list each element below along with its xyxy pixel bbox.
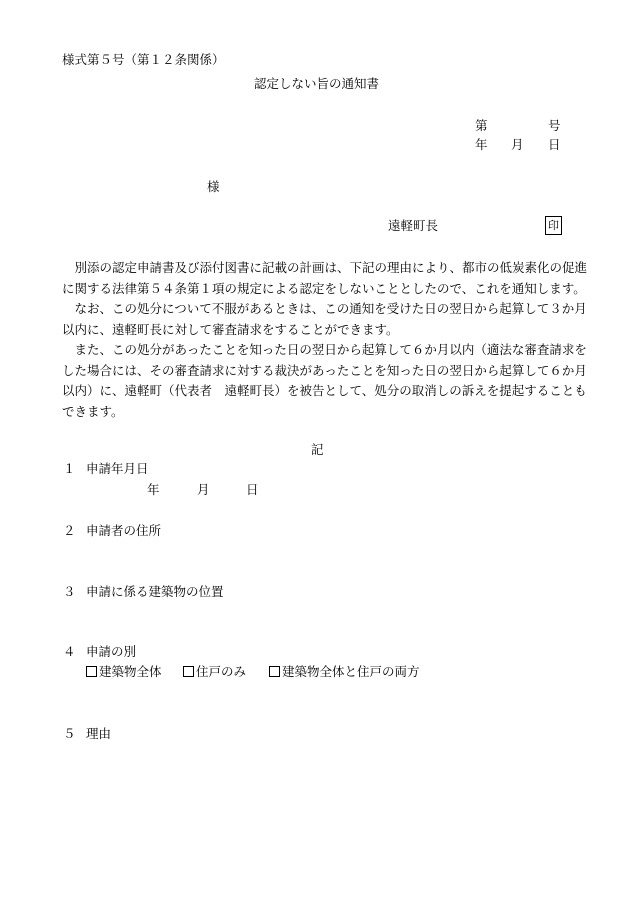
body-line: 以内）に、遠軽町（代表者 遠軽町長）を被告として、処分の取消しの訴えを提起することも <box>62 383 587 398</box>
date-day: 日 <box>548 137 561 152</box>
issuer-name: 遠軽町長 <box>388 218 439 233</box>
option-label: 建築物全体と住戸の両方 <box>282 664 420 679</box>
item-3-label: 申請に係る建築物の位置 <box>86 584 224 599</box>
doc-number-prefix: 第 <box>475 118 488 133</box>
checkbox-building-whole[interactable] <box>86 666 97 677</box>
doc-number-suffix: 号 <box>548 118 561 133</box>
option-label: 建築物全体 <box>99 664 162 679</box>
checkbox-both[interactable] <box>269 666 280 677</box>
body-line: に関する法律第５４条第１項の規定による認定をしないこととしたので、これを通知します。 <box>62 280 586 296</box>
document-title: 認定しない旨の通知書 <box>254 76 380 91</box>
body-paragraph-2 <box>62 299 587 340</box>
option-label: 住戸のみ <box>196 664 247 679</box>
body-line: なお、この処分について不服があるときは、この通知を受けた日の翌日から起算して３か月 <box>62 301 587 316</box>
checkbox-dwelling-only[interactable] <box>183 666 194 677</box>
body-line: また、この処分があったことを知った日の翌日から起算して６か月以内（適法な審査請求を <box>62 342 587 357</box>
date-year: 年 <box>475 137 488 152</box>
form-number: 様式第５号（第１２条関係） <box>62 52 225 67</box>
body-paragraph-1 <box>62 258 588 299</box>
item-5-number: ５ <box>63 726 76 741</box>
body-line: できます。 <box>62 403 124 419</box>
seal-stamp: 印 <box>545 216 562 235</box>
item-1-day: 日 <box>246 482 259 497</box>
date-month: 月 <box>511 137 524 152</box>
item-3-number: ３ <box>63 584 76 599</box>
item-1-year: 年 <box>147 482 160 497</box>
item-4-number: ４ <box>63 644 76 659</box>
body-line: 以内に、遠軽町長に対して審査請求をすることができます。 <box>62 321 399 337</box>
option-both[interactable] <box>269 664 420 680</box>
item-1-label: 申請年月日 <box>86 461 149 476</box>
ki-heading: 記 <box>311 442 324 457</box>
body-line: 別添の認定申請書及び添付図書に記載の計画は、下記の理由により、都市の低炭素化の促進 <box>62 260 588 275</box>
item-1-month: 月 <box>197 482 210 497</box>
item-2-number: ２ <box>63 523 76 538</box>
body-line: した場合には、その審査請求に対する裁決があったことを知った日の翌日から起算して６か月 <box>62 362 587 378</box>
item-1-number: １ <box>63 461 76 476</box>
body-paragraph-3 <box>62 340 587 422</box>
item-2-label: 申請者の住所 <box>86 523 162 538</box>
option-building-whole[interactable] <box>86 664 162 680</box>
option-dwelling-only[interactable] <box>183 664 246 680</box>
item-4-label: 申請の別 <box>86 644 137 659</box>
addressee-suffix: 様 <box>207 179 220 194</box>
item-5-label: 理由 <box>86 726 112 741</box>
